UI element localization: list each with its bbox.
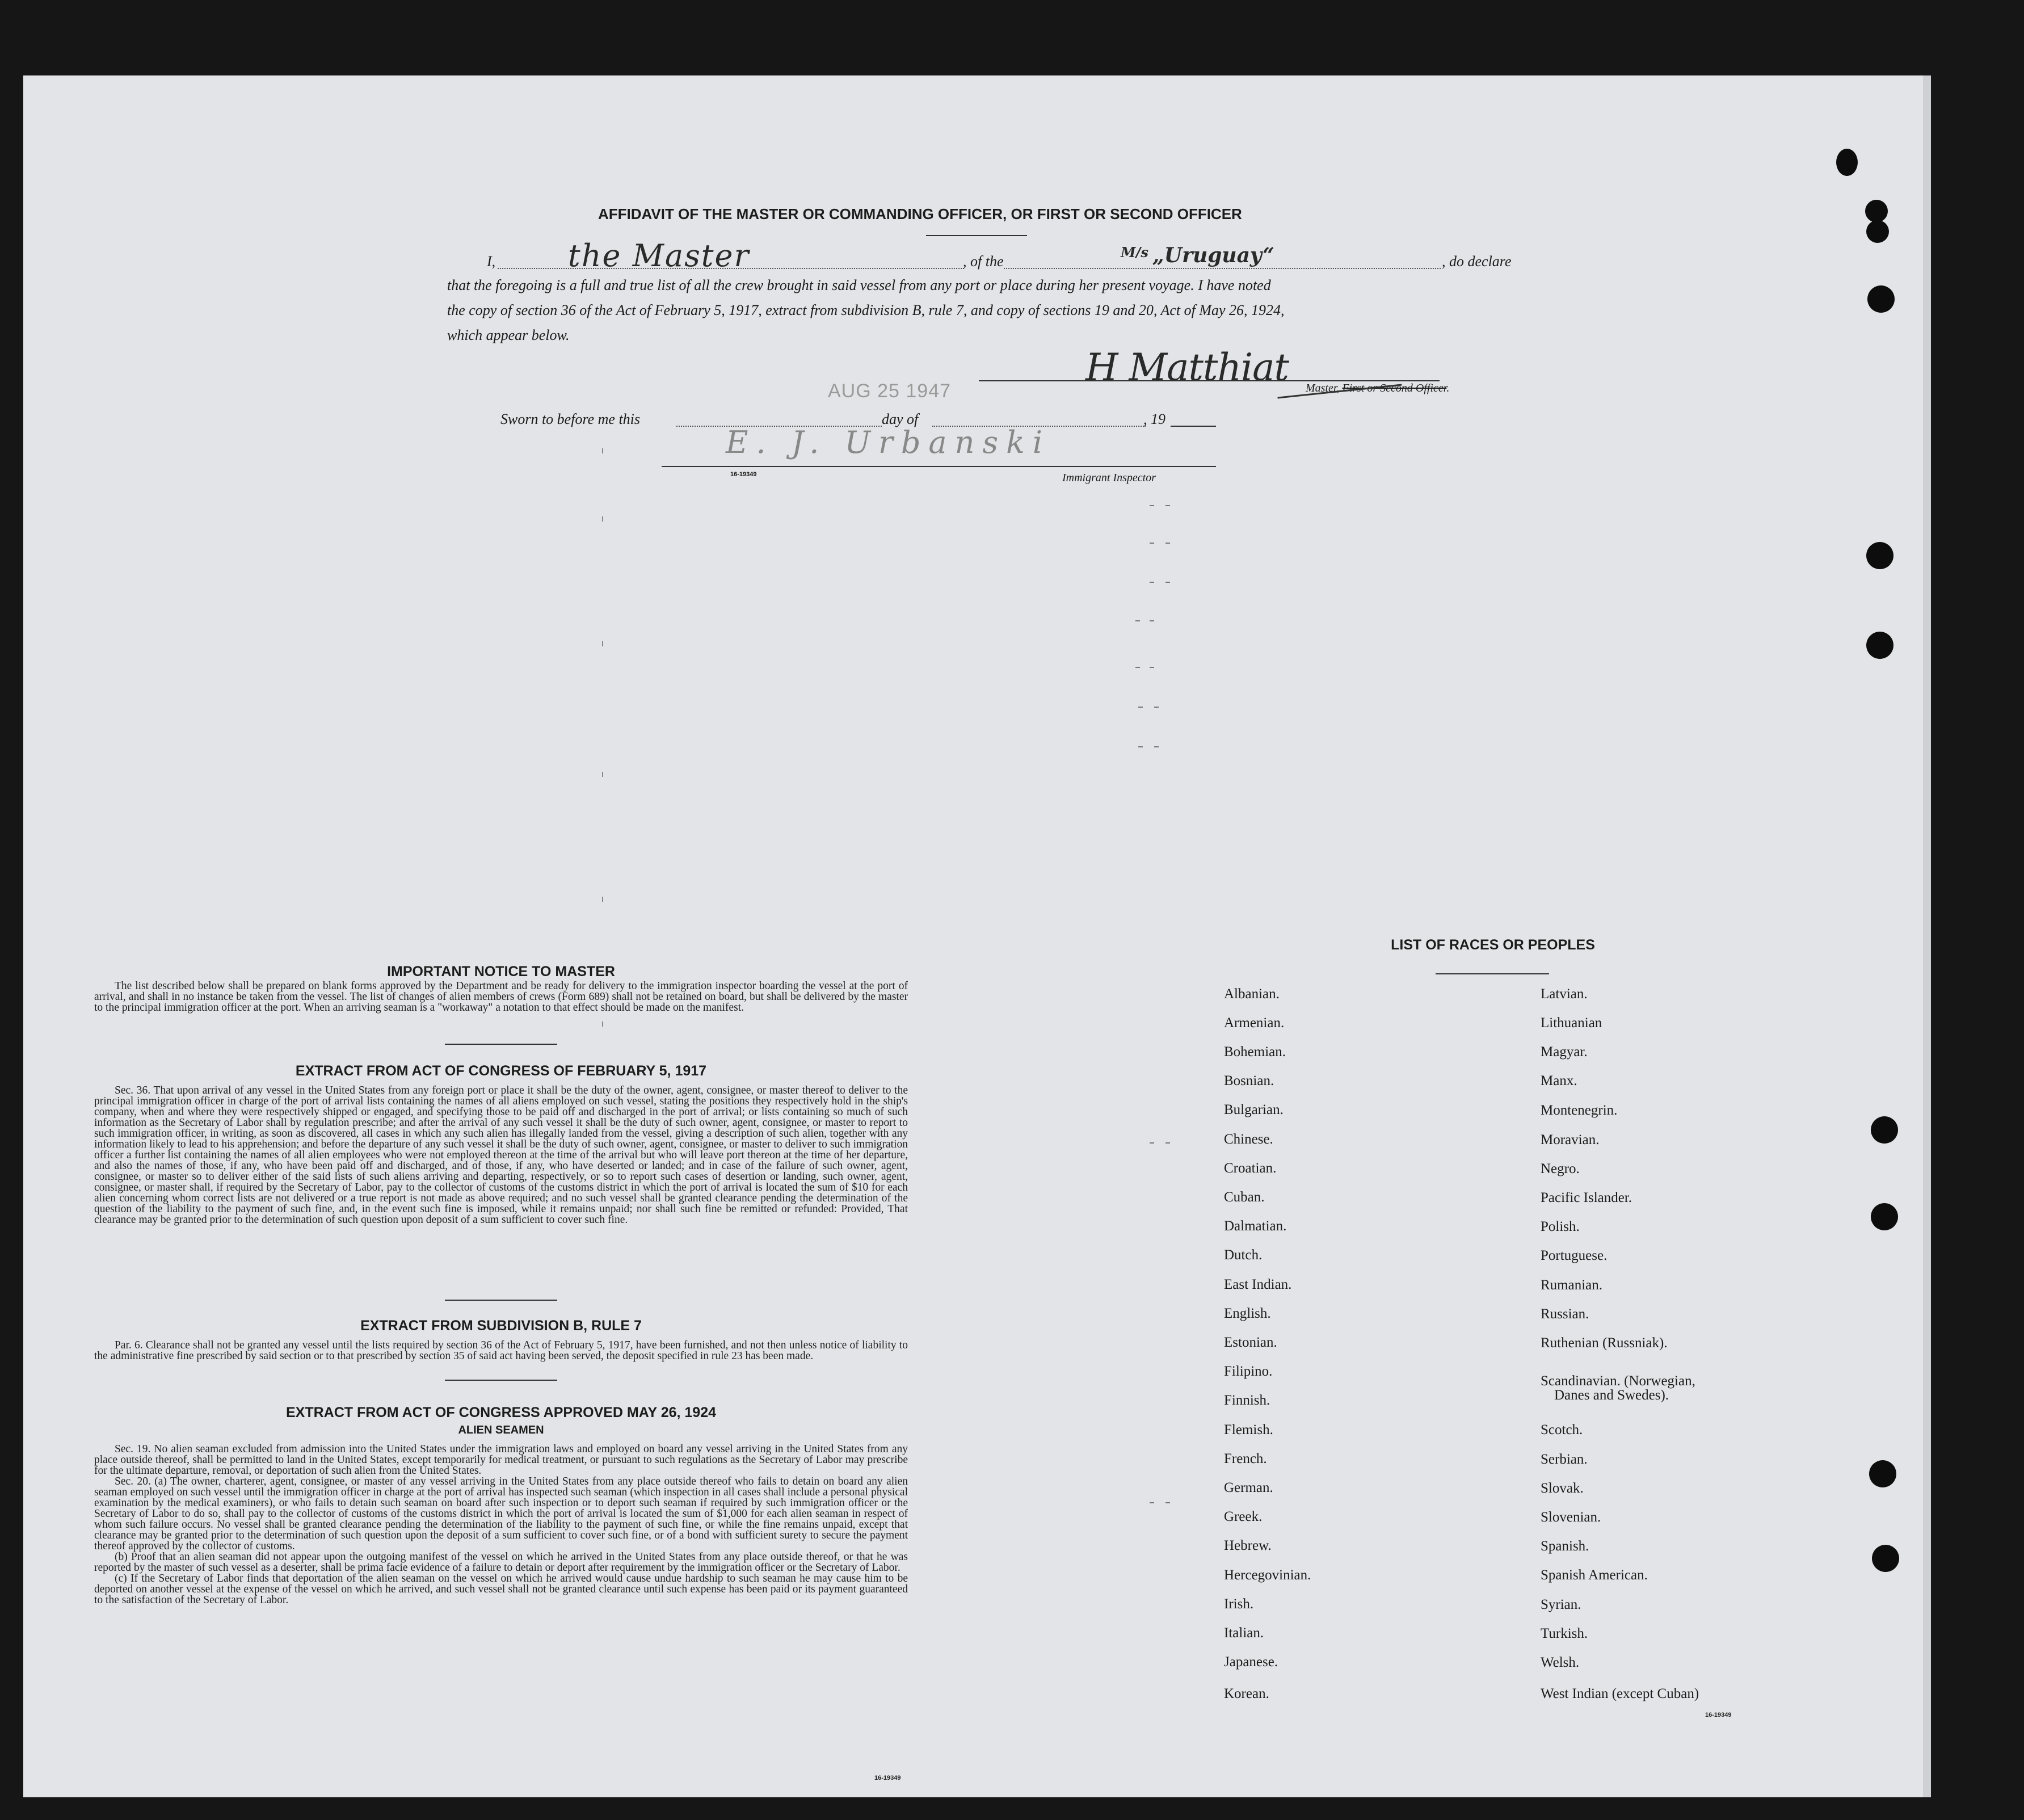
race-left-1: Albanian.: [1224, 986, 1280, 1002]
bleed-mark: [1165, 1142, 1170, 1144]
master-signature: H Matthiat: [1085, 346, 1289, 389]
bleed-mark: [1154, 746, 1159, 747]
bleed-mark: [1150, 582, 1154, 583]
punch-hole: [1866, 220, 1889, 243]
race-left-6: Chinese.: [1224, 1132, 1273, 1147]
race-left-25: Korean.: [1224, 1686, 1269, 1701]
race-right-22: Turkish.: [1541, 1626, 1588, 1641]
sec20c-paragraph: (c) If the Secretary of Labor finds that deportation of the alien seaman on the vessel on which he arrived would cause undue hardship to such seaman he may cause him to be deported on another vessel at the expense of the vessel on which he arrived, and such vessel shall not be granted clearance until such expense has been paid or its payment guaranteed to the satisfaction of the Secretary of Labor.: [94, 1573, 908, 1606]
punch-hole: [1872, 1545, 1899, 1572]
race-right-6: Moravian.: [1541, 1132, 1600, 1148]
race-left-15: Finnish.: [1224, 1393, 1270, 1408]
punch-hole: [1866, 632, 1893, 659]
extract-1924-text: [94, 1444, 908, 1605]
punch-hole: [1867, 285, 1895, 313]
race-left-10: Dutch.: [1224, 1247, 1263, 1263]
race-right-8: Pacific Islander.: [1541, 1190, 1632, 1205]
bleed-mark: [602, 1022, 603, 1027]
inspector-signature: E. J. Urbanski: [726, 424, 1051, 460]
master-name-handwritten: the Master: [568, 238, 750, 274]
notice-rule: [445, 1044, 557, 1045]
bleed-mark: [1138, 707, 1143, 708]
sec19-paragraph: Sec. 19. No alien seaman excluded from admission into the United States under the immigration laws and employed on board any vessel arriving in the United States from any place outside thereof, shall be permitted to land in the United States, except temporarily for medical treatment, or pursuant to such regulations as the Secretary of Labor may prescribe for the ultimate departure, removal, or deportation of such alien from the United States.: [94, 1443, 908, 1477]
race-right-19: Spanish.: [1541, 1539, 1589, 1554]
affidavit-title: AFFIDAVIT OF THE MASTER OR COMMANDING OFFICER, OR FIRST OR SECOND OFFICER: [598, 205, 1242, 222]
race-right-4: Manx.: [1541, 1073, 1577, 1088]
race-left-9: Dalmatian.: [1224, 1218, 1287, 1234]
punch-hole: [1836, 149, 1858, 176]
page-edge: [1923, 75, 1931, 1797]
race-right-13: Ruthenian (Russniak).: [1541, 1335, 1668, 1351]
race-left-2: Armenian.: [1224, 1015, 1285, 1031]
race-right-10: Portuguese.: [1541, 1248, 1608, 1263]
race-left-22: Irish.: [1224, 1596, 1254, 1612]
bleed-mark: [1150, 620, 1154, 621]
race-left-16: Flemish.: [1224, 1422, 1273, 1437]
bleed-mark: [1150, 667, 1154, 668]
signature-line: [979, 380, 1440, 381]
bleed-mark: [1165, 582, 1170, 583]
race-right-24: West Indian (except Cuban): [1541, 1686, 1699, 1701]
race-left-20: Hebrew.: [1224, 1538, 1272, 1553]
race-left-18: German.: [1224, 1480, 1273, 1495]
rule7-paragraph: Par. 6. Clearance shall not be granted any vessel until the lists required by section 36 of the Act of February 5, 1917, have been furnished, and not then unless notice of liability to the administrative fine prescribed by said section or to that prescribed by section 35 of said act having been served, the deposit specified in rule 23 has been made.: [94, 1339, 908, 1362]
race-left-17: French.: [1224, 1451, 1267, 1466]
extract-1917-rule: [445, 1300, 557, 1301]
race-right-17: Slovak.: [1541, 1481, 1584, 1496]
year-label: , 19: [1143, 411, 1165, 427]
race-left-3: Bohemian.: [1224, 1044, 1286, 1060]
race-right-3: Magyar.: [1541, 1044, 1588, 1060]
race-left-19: Greek.: [1224, 1509, 1263, 1524]
race-left-24: Japanese.: [1224, 1654, 1278, 1670]
races-rule: [1436, 973, 1549, 974]
day-of-label: day of: [882, 411, 919, 427]
race-right-20: Spanish American.: [1541, 1567, 1648, 1583]
title-rule: [926, 235, 1027, 236]
bleed-mark: [602, 516, 603, 522]
race-right-16: Serbian.: [1541, 1452, 1588, 1467]
bleed-mark: [1165, 543, 1170, 544]
vessel-name: „Uruguay“: [1152, 243, 1274, 267]
race-left-11: East Indian.: [1224, 1277, 1292, 1292]
inspector-label: Immigrant Inspector: [1062, 472, 1156, 484]
form-number-left: 16-19349: [874, 1775, 901, 1781]
race-right-5: Montenegrin.: [1541, 1103, 1618, 1118]
race-left-21: Hercegovinian.: [1224, 1567, 1311, 1583]
of-the-label: , of the: [963, 253, 1004, 270]
bleed-mark: [1150, 505, 1154, 506]
do-declare-label: , do declare: [1442, 253, 1512, 270]
year-line: [1171, 426, 1216, 427]
bleed-mark: [602, 772, 603, 777]
bleed-mark: [1154, 707, 1159, 708]
bleed-mark: [1150, 1502, 1154, 1503]
race-left-13: Estonian.: [1224, 1335, 1277, 1350]
race-left-12: English.: [1224, 1306, 1271, 1321]
extract-1917-paragraph: Sec. 36. That upon arrival of any vessel in the United States from any foreign port or place it shall be the duty of the owner, agent, consignee, or master thereof to deliver to the principal immigration officer in charge of the port of arrival lists containing the names of all aliens employed on such vessel, stating the positions they respectively hold in the ship's company, when and where they were respectively shipped or engaged, and specifying those to be paid off and discharged in the port of arrival; or lists containing so much of such information as the Secretary of Labor shall by regulation prescribe; and after the arrival of any such vessel it shall be the duty of such owner, agent, consignee, or master to report to such immigration officer, in writing, as soon as discovered, all cases in which any such alien has illegally landed from the vessel, giving a description of such alien, together with any information likely to lead to his apprehension; and before the departure of any such vessel it shall be the duty of such owner, agent, consignee, or master to deliver to such immigration officer a further list containing the names of all alien employees who were not employed thereon at the time of the arrival but who will leave port thereon at the time of her departure, and also the names of those, if any, who have been paid off and discharged, and of those, if any, who have deserted or landed; and in case of the failure of such owner, agent, consignee, or master so to deliver either of the said lists of such aliens arriving and departing, respectively, or so to report such cases of desertion or landing, such owner, agent, consignee, or master shall, if required by the Secretary of Labor, pay to the collector of customs of the customs district in which the port of arrival is located the sum of $10 for each alien concerning whom correct lists are not delivered or a true report is not made as above required; and no such vessel shall be granted clearance pending the determination of the question of the liability to the payment of such fine, and, in the event such fine is imposed, while it remains unpaid; nor shall such fine be remitted or refunded: Provided, That clearance may be granted prior to the determination of such question upon deposit of a sum sufficient to cover such fine.: [94, 1085, 908, 1226]
bleed-mark: [1150, 543, 1154, 544]
rule7-title: EXTRACT FROM SUBDIVISION B, RULE 7: [360, 1318, 642, 1334]
race-right-14b: Danes and Swedes).: [1554, 1388, 1669, 1403]
race-left-5: Bulgarian.: [1224, 1102, 1284, 1117]
race-left-14: Filipino.: [1224, 1364, 1273, 1379]
race-left-7: Croatian.: [1224, 1161, 1277, 1176]
bleed-mark: [602, 448, 603, 453]
notice-title: IMPORTANT NOTICE TO MASTER: [387, 964, 615, 980]
race-right-12: Russian.: [1541, 1306, 1589, 1322]
bleed-mark: [602, 641, 603, 646]
punch-hole: [1865, 200, 1888, 222]
race-right-18: Slovenian.: [1541, 1510, 1601, 1525]
caption-end: .: [1446, 382, 1450, 394]
notice-text: [94, 981, 908, 1013]
race-right-14: Scandinavian. (Norwegian,: [1541, 1373, 1695, 1389]
i-label: I,: [487, 253, 496, 270]
affidavit-line-3: which appear below.: [447, 327, 570, 343]
bleed-mark: [1165, 1502, 1170, 1503]
bleed-mark: [1150, 1142, 1154, 1144]
race-right-9: Polish.: [1541, 1219, 1580, 1234]
form-number: 16-19349: [730, 471, 757, 478]
caption-master: Master,: [1306, 382, 1340, 394]
bleed-mark: [1138, 746, 1143, 747]
race-right-1: Latvian.: [1541, 986, 1588, 1002]
form-number-right: 16-19349: [1705, 1712, 1732, 1718]
affidavit-line-1: that the foregoing is a full and true list of all the crew brought in said vessel from any port or place during her present voyage. I have noted: [447, 277, 1271, 293]
race-left-4: Bosnian.: [1224, 1073, 1274, 1088]
extract-1924-title: EXTRACT FROM ACT OF CONGRESS APPROVED MAY 26, 1924: [285, 1405, 717, 1420]
rule7-text: [94, 1340, 908, 1361]
rule7-rule: [445, 1380, 557, 1381]
race-right-15: Scotch.: [1541, 1422, 1583, 1437]
race-left-8: Cuban.: [1224, 1189, 1265, 1205]
extract-1917-title: EXTRACT FROM ACT OF CONGRESS OF FEBRUARY 5, 1917: [295, 1063, 707, 1079]
races-title: LIST OF RACES OR PEOPLES: [1391, 937, 1595, 953]
punch-hole: [1869, 1460, 1896, 1487]
sec20b-paragraph: (b) Proof that an alien seaman did not appear upon the outgoing manifest of the vessel on which he arrived in the United States from any place outside thereof, or that he was reported by the master of such vessel as a deserter, shall be prima facie evidence of a failure to detain or deport after requirement by the immigration officer or the Secretary of Labor.: [94, 1551, 908, 1574]
sworn-label: Sworn to before me this: [500, 411, 641, 427]
notice-paragraph: The list described below shall be prepared on blank forms approved by the Department and be ready for delivery to the immigration inspector boarding the vessel at the port of arrival, and shall in no instance be taken from the vessel. The list of changes of alien members of crews (Form 689) shall not be retained on board, but shall be delivered by the master to the principal immigration officer at the port. When an arriving seaman is a "workaway" a notation to that effect should be made on the manifest.: [94, 980, 908, 1014]
punch-hole: [1866, 542, 1893, 569]
punch-hole: [1871, 1116, 1898, 1144]
bleed-mark: [1135, 667, 1140, 668]
race-right-11: Rumanian.: [1541, 1277, 1603, 1293]
race-right-2: Lithuanian: [1541, 1015, 1602, 1031]
bleed-mark: [1165, 505, 1170, 506]
extract-1924-subtitle: ALIEN SEAMEN: [458, 1424, 544, 1436]
race-right-7: Negro.: [1541, 1161, 1580, 1176]
race-left-23: Italian.: [1224, 1625, 1264, 1641]
caption-struck: First or Second Officer: [1342, 382, 1447, 394]
bleed-mark: [602, 897, 603, 902]
race-right-21: Syrian.: [1541, 1597, 1581, 1612]
vessel-prefix: M/s: [1121, 244, 1148, 260]
inspector-line: [662, 466, 1216, 467]
race-right-23: Welsh.: [1541, 1655, 1580, 1670]
punch-hole: [1871, 1203, 1898, 1230]
date-stamp: AUG 25 1947: [828, 380, 952, 402]
extract-1917-text: [94, 1085, 908, 1225]
sec20a-paragraph: Sec. 20. (a) The owner, charterer, agent, consignee, or master of any vessel arriving in the United States from any place outside thereof who fails to detain on board any alien seaman employed on such vessel until the immigration officer in charge at the port of arrival has inspected such seaman (which inspection in all cases shall include a personal physical examination by the medical examiners), or who fails to detain such seaman on board after such inspection or to deport such seaman if required by such immigration officer or the Secretary of Labor to do so, shall pay to the collector of customs of the customs district in which the port of arrival is located the sum of $1,000 for each alien seaman in respect of whom such failure occurs. No vessel shall be granted clearance pending the determination of the liability to the payment of such fine, or while the fine remains unpaid, except that clearance may be granted prior to the determination of such question upon the deposit of a sum sufficient to cover such fine, or of a bond with sufficient surety to secure the payment thereof approved by the collector of customs.: [94, 1476, 908, 1552]
vessel-line: [1004, 268, 1441, 269]
manifest-page: [23, 75, 1931, 1797]
affidavit-line-2: the copy of section 36 of the Act of February 5, 1917, extract from subdivision B, rule 7, and copy of sections 19 and 20, Act of May 26, 1924,: [447, 302, 1285, 318]
bleed-mark: [1135, 620, 1140, 621]
